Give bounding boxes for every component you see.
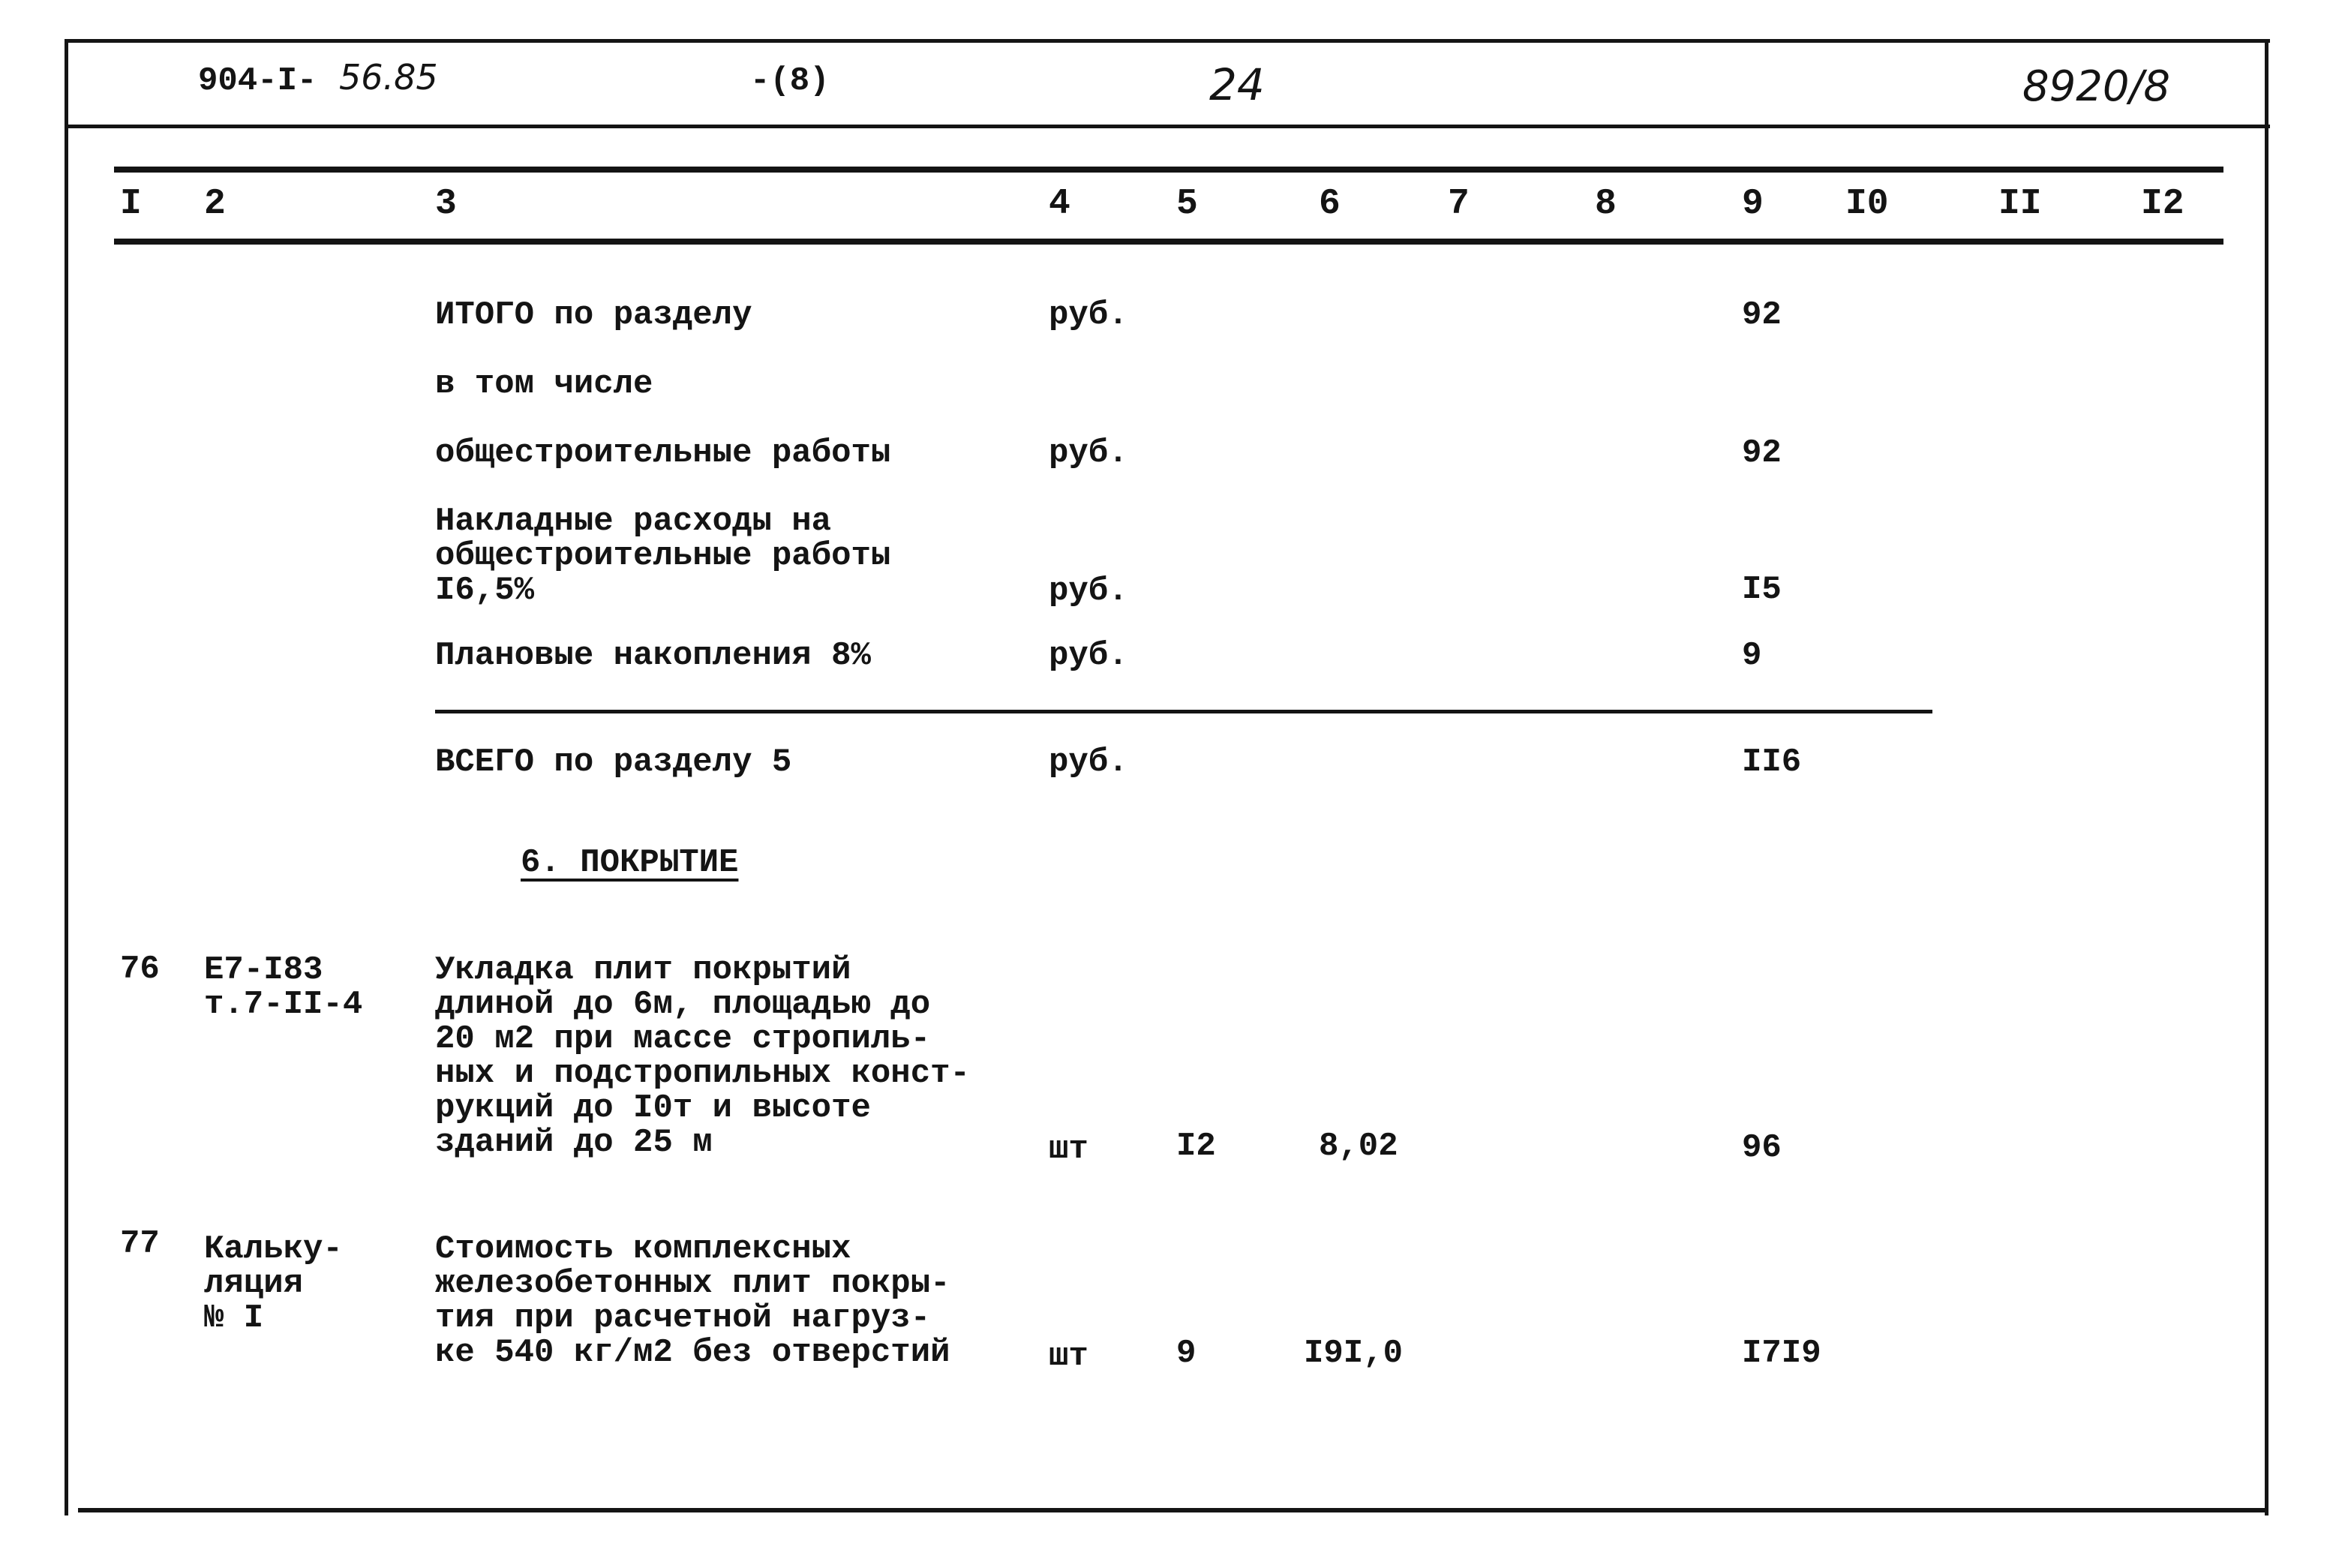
column-number-10: I0: [1845, 184, 1889, 224]
overhead-costs-unit: руб.: [1049, 572, 1128, 610]
item-76-price: 8,02: [1319, 1128, 1398, 1165]
item-77-number: 77: [120, 1225, 160, 1263]
planned-savings-value: 9: [1742, 637, 1762, 674]
item-77-total: I7I9: [1742, 1335, 1821, 1372]
project-code-printed: 904-I-: [198, 62, 317, 100]
overhead-costs-value: I5: [1742, 571, 1782, 608]
grand-total-value: II6: [1742, 743, 1802, 781]
column-header-rule: [114, 239, 2223, 245]
item-77-price: I9I,0: [1304, 1335, 1404, 1372]
column-number-2: 2: [204, 184, 226, 224]
item-76-number: 76: [120, 951, 160, 988]
section-total-unit: руб.: [1049, 296, 1128, 334]
item-76-unit: шт: [1049, 1131, 1088, 1168]
column-number-3: 3: [435, 184, 457, 224]
stamp-divider-line: [66, 125, 2270, 128]
general-works-value: 92: [1742, 434, 1782, 472]
including-label: в том числе: [435, 365, 653, 403]
planned-savings-unit: руб.: [1049, 637, 1128, 674]
table-top-rule: [114, 167, 2223, 173]
page-number: 24: [1209, 59, 1265, 110]
frame-bottom-line: [78, 1508, 2268, 1512]
item-77-code: Кальку- ляция № I: [204, 1230, 343, 1337]
item-77-unit: шт: [1049, 1338, 1088, 1375]
column-number-9: 9: [1742, 184, 1764, 224]
column-number-6: 6: [1319, 184, 1341, 224]
general-works-label: общестроительные работы: [435, 434, 891, 472]
frame-top-line: [66, 39, 2270, 43]
planned-savings-label: Плановые накопления 8%: [435, 637, 871, 674]
column-number-4: 4: [1049, 184, 1070, 224]
section-total-label: ИТОГО по разделу: [435, 296, 752, 334]
overhead-costs-label: Накладные расходы на общестроительные работы I6,5%: [435, 503, 891, 609]
subtotal-rule: [435, 710, 1932, 713]
grand-total-unit: руб.: [1049, 743, 1128, 781]
item-76-quantity: I2: [1176, 1128, 1216, 1165]
item-77-quantity: 9: [1176, 1335, 1197, 1372]
general-works-unit: руб.: [1049, 434, 1128, 472]
section-6-heading: 6. ПОКРЫТИЕ: [521, 844, 739, 882]
item-77-description: Стоимость комплексных железобетонных плит покры- тия при расчетной нагруз- ке 540 кг/м2 без отверстий: [435, 1230, 950, 1371]
column-number-8: 8: [1595, 184, 1617, 224]
section-total-value: 92: [1742, 296, 1782, 334]
column-number-12: I2: [2141, 184, 2184, 224]
column-number-11: II: [1998, 184, 2042, 224]
column-number-5: 5: [1176, 184, 1198, 224]
column-number-1: I: [120, 184, 142, 224]
frame-left-line: [65, 39, 68, 1515]
grand-total-label: ВСЕГО по разделу 5: [435, 743, 792, 781]
project-code-handwritten: 56.85: [339, 57, 438, 98]
item-76-code: E7-I83 т.7-II-4: [204, 951, 363, 1023]
column-number-7: 7: [1448, 184, 1470, 224]
frame-right-line: [2265, 39, 2268, 1515]
item-76-description: Укладка плит покрытий длиной до 6м, площадью до 20 м2 при массе стропиль- ных и подстропильных конст- рукций до I0т и высоте зданий до 25 м: [435, 951, 970, 1161]
inventory-number: 8920/8: [2022, 62, 2171, 111]
sheet-number: -(8): [750, 62, 830, 100]
item-76-total: 96: [1742, 1129, 1782, 1167]
